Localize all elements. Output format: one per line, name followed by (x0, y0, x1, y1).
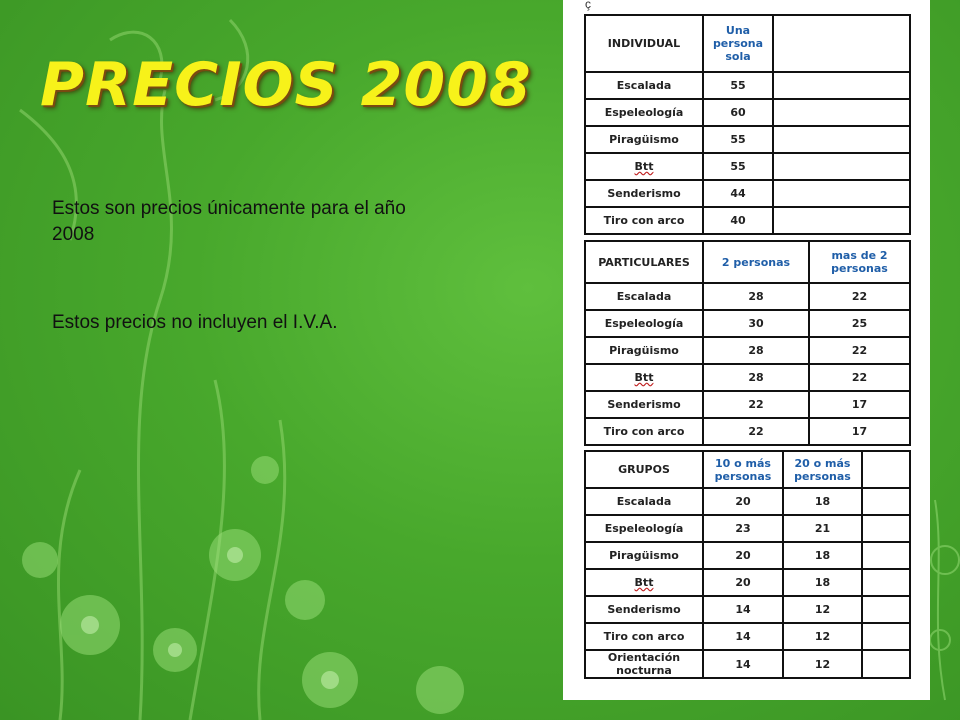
table-row (585, 72, 910, 99)
price-cell: 14 (703, 596, 783, 623)
price-cell (862, 569, 910, 596)
table-row (585, 310, 910, 337)
table-row (585, 283, 910, 310)
price-cell: 44 (703, 180, 773, 207)
slide-title: PRECIOS 2008 (40, 50, 532, 120)
price-cell: 17 (809, 391, 910, 418)
activity-cell: Tiro con arco (585, 207, 703, 234)
price-cell: 20 (703, 542, 783, 569)
table-row (585, 623, 910, 650)
table-row (585, 337, 910, 364)
price-cell: 22 (809, 364, 910, 391)
price-cell: 20 (703, 569, 783, 596)
price-cell: 55 (703, 126, 773, 153)
table-row (585, 153, 910, 180)
activity-cell: Espeleología (585, 515, 703, 542)
activity-cell: Piragüismo (585, 337, 703, 364)
price-cell: 22 (703, 391, 809, 418)
price-cell (773, 180, 910, 207)
price-cell: 17 (809, 418, 910, 445)
price-cell: 30 (703, 310, 809, 337)
price-cell (773, 99, 910, 126)
price-cell (862, 623, 910, 650)
table-row (585, 569, 910, 596)
price-cell (862, 488, 910, 515)
activity-cell: Btt (585, 364, 703, 391)
corner-mark: ç (585, 0, 591, 11)
table-row (585, 126, 910, 153)
section-title-cell: GRUPOS (585, 451, 703, 488)
price-cell: 12 (783, 650, 862, 678)
price-cell: 25 (809, 310, 910, 337)
table-header-row (585, 15, 910, 72)
price-cell: 14 (703, 650, 783, 678)
price-cell (773, 72, 910, 99)
column-header-cell: Una persona sola (703, 15, 773, 72)
price-cell: 28 (703, 364, 809, 391)
individual-price-table (584, 14, 911, 235)
price-cell: 18 (783, 488, 862, 515)
activity-cell: Espeleología (585, 310, 703, 337)
table-row (585, 488, 910, 515)
price-cell (862, 515, 910, 542)
price-cell: 60 (703, 99, 773, 126)
price-cell: 28 (703, 283, 809, 310)
price-sheet (563, 0, 930, 700)
activity-cell: Tiro con arco (585, 418, 703, 445)
price-cell (773, 126, 910, 153)
price-cell (773, 153, 910, 180)
price-cell: 18 (783, 542, 862, 569)
table-row (585, 180, 910, 207)
activity-cell: Senderismo (585, 596, 703, 623)
activity-cell: Orientación nocturna (585, 650, 703, 678)
price-cell: 12 (783, 623, 862, 650)
price-cell: 55 (703, 153, 773, 180)
price-cell: 40 (703, 207, 773, 234)
price-cell: 12 (783, 596, 862, 623)
table-row (585, 650, 910, 678)
activity-cell: Senderismo (585, 391, 703, 418)
price-cell (862, 542, 910, 569)
table-row (585, 207, 910, 234)
column-header-cell: 10 o más personas (703, 451, 783, 488)
note-year: Estos son precios únicamente para el año 2008 (52, 198, 406, 245)
column-header-cell: 2 personas (703, 241, 809, 283)
price-cell (862, 650, 910, 678)
activity-cell: Espeleología (585, 99, 703, 126)
activity-cell: Piragüismo (585, 126, 703, 153)
activity-cell: Tiro con arco (585, 623, 703, 650)
column-header-cell: 20 o más personas (783, 451, 862, 488)
price-cell: 18 (783, 569, 862, 596)
price-cell: 28 (703, 337, 809, 364)
table-row (585, 364, 910, 391)
table-row (585, 515, 910, 542)
activity-cell: Btt (585, 569, 703, 596)
price-cell (862, 596, 910, 623)
activity-cell: Escalada (585, 283, 703, 310)
column-header-cell (773, 15, 910, 72)
section-title-cell: PARTICULARES (585, 241, 703, 283)
table-row (585, 99, 910, 126)
price-cell: 20 (703, 488, 783, 515)
table-row (585, 391, 910, 418)
table-row (585, 418, 910, 445)
table-row (585, 542, 910, 569)
grupos-price-table (584, 450, 911, 679)
table-row (585, 596, 910, 623)
activity-cell: Escalada (585, 72, 703, 99)
note-vat: Estos precios no incluyen el I.V.A. (52, 312, 338, 333)
section-title-cell: INDIVIDUAL (585, 15, 703, 72)
price-cell: 14 (703, 623, 783, 650)
table-header-row (585, 451, 910, 488)
activity-cell: Piragüismo (585, 542, 703, 569)
price-cell: 23 (703, 515, 783, 542)
price-cell: 21 (783, 515, 862, 542)
activity-cell: Senderismo (585, 180, 703, 207)
activity-cell: Btt (585, 153, 703, 180)
column-header-cell (862, 451, 910, 488)
particulares-price-table (584, 240, 911, 446)
table-header-row (585, 241, 910, 283)
price-cell: 22 (703, 418, 809, 445)
price-cell: 22 (809, 283, 910, 310)
column-header-cell: mas de 2 personas (809, 241, 910, 283)
price-cell: 22 (809, 337, 910, 364)
activity-cell: Escalada (585, 488, 703, 515)
price-cell: 55 (703, 72, 773, 99)
price-cell (773, 207, 910, 234)
